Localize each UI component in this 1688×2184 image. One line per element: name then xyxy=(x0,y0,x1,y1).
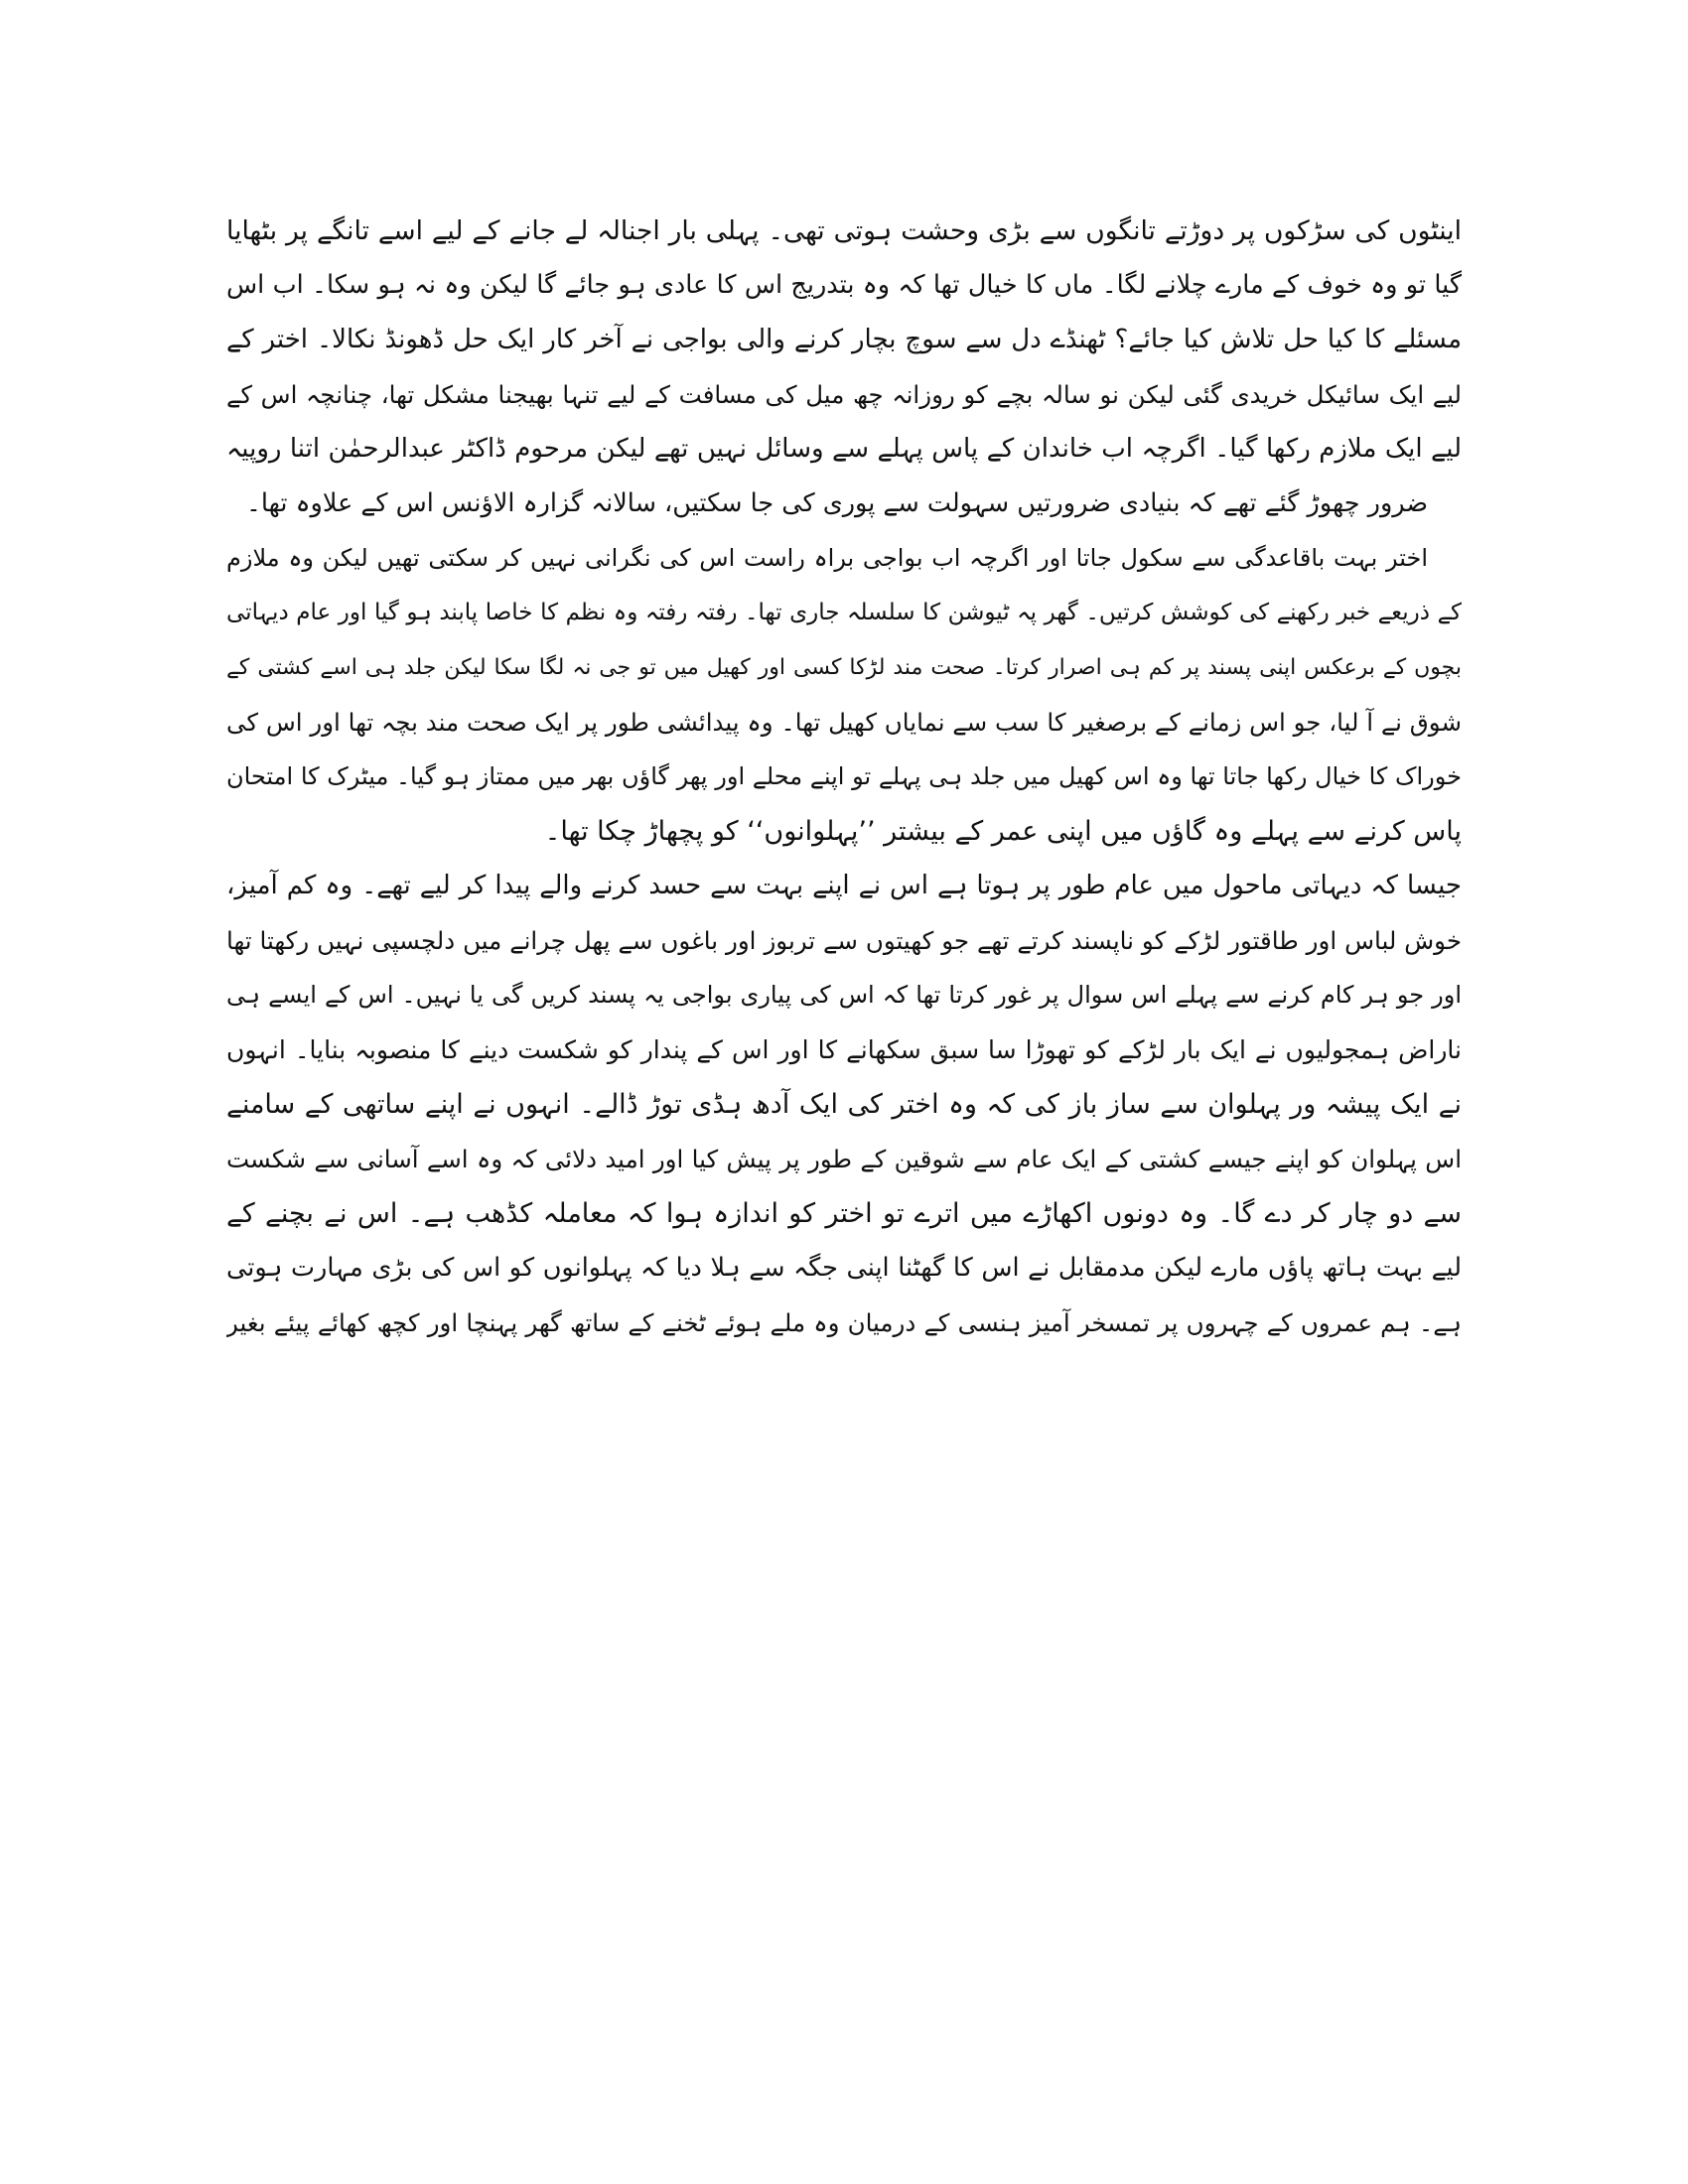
text-line: لیے ایک سائیکل خریدی گئی لیکن نو سالہ بچے کو روزانہ چھ میل کی مسافت کے لیے تنہا بھیجنا مشکل تھا، چنانچہ اس کے xyxy=(226,380,1462,409)
text-line: سے دو چار کر دے گا۔ وہ دونوں اکھاڑے میں اترے تو اختر کو اندازہ ہوا کہ معاملہ کڈھب ہے۔ اس نے بچنے کے xyxy=(226,1198,1462,1229)
paragraph-2 xyxy=(226,531,1462,859)
text-line: شوق نے آ لیا، جو اس زمانے کے برصغیر کا سب سے نمایاں کھیل تھا۔ وہ پیدائشی طور پر ایک صحت مند بچہ تھا اور اس کی xyxy=(226,708,1462,737)
text-line: لیے بہت ہاتھ پاؤں مارے لیکن مدمقابل نے اس کا گھٹنا اپنی جگہ سے ہلا دیا کہ پہلوانوں کو اس کی بڑی مہارت ہوتی xyxy=(226,1253,1462,1283)
paragraph-1 xyxy=(226,204,1462,531)
text-line: کے ذریعے خبر رکھنے کی کوشش کرتیں۔ گھر پہ ٹیوشن کا سلسلہ جاری تھا۔ رفتہ رفتہ وہ نظم کا خاصا پابند ہو گیا اور عام دیہاتی xyxy=(226,600,1462,625)
text-line: مسئلے کا کیا حل تلاش کیا جائے؟ ٹھنڈے دل سے سوچ بچار کرنے والی بواجی نے آخر کار ایک حل ڈھونڈ نکالا۔ اختر کے xyxy=(226,325,1462,354)
text-line: خوش لباس اور طاقتور لڑکے کو ناپسند کرتے تھے جو کھیتوں سے تربوز اور باغوں سے پھل چرانے میں دلچسپی نہیں رکھتا تھا xyxy=(226,926,1462,955)
text-line: اور جو ہر کام کرنے سے پہلے اس سوال پر غور کرتا تھا کہ اس کی پیاری بواجی یہ پسند کریں گی یا نہیں۔ اس کے ایسے ہی xyxy=(226,981,1462,1009)
paragraph-3 xyxy=(226,859,1462,1350)
urdu-text-block xyxy=(226,204,1462,1350)
text-line: اختر بہت باقاعدگی سے سکول جاتا اور اگرچہ اب بواجی براہ راست اس کی نگرانی نہیں کر سکتی تھیں لیکن وہ ملازم xyxy=(226,544,1428,572)
text-line: گیا تو وہ خوف کے مارے چلانے لگا۔ ماں کا خیال تھا کہ وہ بتدریج اس کا عادی ہو جائے گا لیکن وہ نہ ہو سکا۔ اب اس xyxy=(226,270,1462,300)
text-line: نے ایک پیشہ ور پہلوان سے ساز باز کی کہ وہ اختر کی ایک آدھ ہڈی توڑ ڈالے۔ انہوں نے اپنے ساتھی کے سامنے xyxy=(226,1089,1462,1120)
text-line: بچوں کے برعکس اپنی پسند پر کم ہی اصرار کرتا۔ صحت مند لڑکا کسی اور کھیل میں تو جی نہ لگا سکا لیکن جلد ہی اسے کشتی کے xyxy=(226,655,1462,680)
text-line: ناراض ہمجولیوں نے ایک بار لڑکے کو تھوڑا سا سبق سکھانے کا اور اس کے پندار کو شکست دینے کا منصوبہ بنایا۔ انہوں xyxy=(226,1035,1462,1064)
text-line: خوراک کا خیال رکھا جاتا تھا وہ اس کھیل میں جلد ہی پہلے تو اپنے محلے اور پھر گاؤں بھر میں ممتاز ہو گیا۔ میٹرک کا امتحان xyxy=(226,762,1462,790)
text-line: اینٹوں کی سڑکوں پر دوڑتے تانگوں سے بڑی وحشت ہوتی تھی۔ پہلی بار اجنالہ لے جانے کے لیے اسے تانگے پر بٹھایا xyxy=(226,215,1462,246)
text-line: ضرور چھوڑ گئے تھے کہ بنیادی ضرورتیں سہولت سے پوری کی جا سکتیں، سالانہ گزارہ الاؤنس اس کے علاوہ تھا۔ xyxy=(245,488,1428,518)
text-line: اس پہلوان کو اپنے جیسے کشتی کے ایک عام سے شوقین کے طور پر پیش کیا اور امید دلائی کہ وہ اسے آسانی سے شکست xyxy=(226,1145,1462,1173)
text-line: جیسا کہ دیہاتی ماحول میں عام طور پر ہوتا ہے اس نے اپنے بہت سے حسد کرنے والے پیدا کر لیے تھے۔ وہ کم آمیز، xyxy=(226,871,1462,900)
text-line: پاس کرنے سے پہلے وہ گاؤں میں اپنی عمر کے بیشتر ’’پہلوانوں‘‘ کو پچھاڑ چکا تھا۔ xyxy=(544,816,1462,847)
text-line: ہے۔ ہم عمروں کے چہروں پر تمسخر آمیز ہنسی کے درمیان وہ ملے ہوئے ٹخنے کے ساتھ گھر پہنچا اور کچھ کھائے پیئے بغیر xyxy=(226,1308,1462,1337)
text-line: لیے ایک ملازم رکھا گیا۔ اگرچہ اب خاندان کے پاس پہلے سے وسائل نہیں تھے لیکن مرحوم ڈاکٹر عبدالرحمٰن اتنا روپیہ xyxy=(226,434,1462,464)
